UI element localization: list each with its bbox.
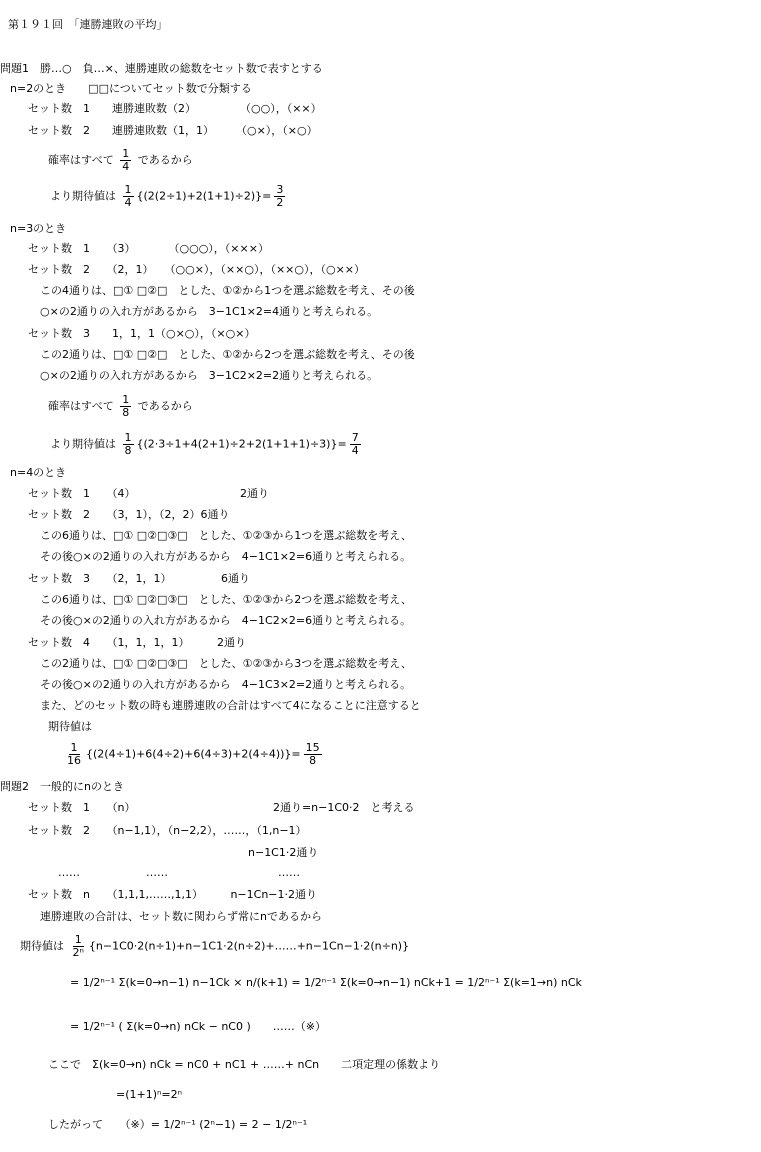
- n2-row2: セット数 2 連勝連敗数（1，1） （○×），（×○）: [28, 124, 318, 137]
- exp-body: {(2·3÷1+4(2+1)÷2+2(1+1+1)÷3)}=: [136, 437, 347, 451]
- n4-text3: この6通りは、□① □②□③□ とした、①②③から2つを選ぶ総数を考え、: [40, 593, 412, 606]
- doc-title: 第１９１回 「連勝連敗の平均」: [8, 18, 168, 31]
- n4-text8: 期待値は: [48, 720, 92, 733]
- exp-label: 期待値は: [20, 939, 64, 953]
- fraction: $\frac{1}{8}$: [122, 393, 130, 419]
- p2-expectation: [20, 934, 409, 959]
- p2-step2: = 1/2ⁿ⁻¹ ( Σ(k=0→n) nCk − nC0 ) ……（※）: [70, 1020, 326, 1033]
- n4-row1: セット数 1 （4） 2通り: [28, 487, 269, 500]
- n4-text2: その後○×の2通りの入れ方があるから 4−1C1×2=6通りと考えられる。: [40, 550, 412, 563]
- result-fraction: $\frac{15}{8}$: [305, 741, 320, 767]
- n3-heading: n=3のとき: [10, 222, 67, 235]
- n3-text3: この2通りは、□① □②□ とした、①②から2つを選ぶ総数を考え、その後: [40, 348, 415, 361]
- exp-body: {(2(2÷1)+2(1+1)÷2)}=: [136, 189, 272, 203]
- n4-text5: この2通りは、□① □②□③□ とした、①②③から3つを選ぶ総数を考え、: [40, 657, 412, 670]
- n4-text1: この6通りは、□① □②□③□ とした、①②③から1つを選ぶ総数を考え、: [40, 529, 412, 542]
- p2-row1: セット数 1 （n） 2通り=n−1C0·2 と考える: [28, 801, 415, 814]
- n4-row4: セット数 4 （1，1，1，1） 2通り: [28, 636, 246, 649]
- n4-text7: また、どのセット数の時も連勝連敗の合計はすべて4になることに注意すると: [40, 699, 421, 712]
- exp-label: より期待値は: [50, 189, 116, 203]
- exp-body: {n−1C0·2(n÷1)+n−1C1·2(n÷2)+……+n−1Cn−1·2(n÷n)}: [88, 939, 410, 953]
- n2-probability: [48, 148, 193, 173]
- problem2-heading: 問題2 一般的にnのとき: [0, 780, 124, 793]
- n4-row2: セット数 2 （3，1），（2，2）6通り: [28, 508, 230, 521]
- n4-expectation: [62, 742, 325, 767]
- n2-heading: n=2のとき □□についてセット数で分類する: [10, 82, 252, 95]
- fraction: $\frac{1}{\text{2ⁿ}}$: [72, 933, 84, 959]
- p2-step1: = 1/2ⁿ⁻¹ Σ(k=0→n−1) n−1Ck × n/(k+1) = 1/2ⁿ⁻¹ Σ(k=0→n−1) nCk+1 = 1/2ⁿ⁻¹ Σ(k=1→n) nCk: [70, 976, 582, 989]
- result-fraction: $\frac{7}{4}$: [351, 431, 359, 457]
- fraction: $\frac{1}{8}$: [124, 431, 132, 457]
- p2-binomial-result: =(1+1)ⁿ=2ⁿ: [116, 1088, 182, 1101]
- prob-label: 確率はすべて: [48, 153, 114, 167]
- n4-text4: その後○×の2通りの入れ方があるから 4−1C2×2=6通りと考えられる。: [40, 614, 412, 627]
- n3-row2: セット数 2 （2，1） （○○×），（××○），（××○），（○××）: [28, 263, 366, 276]
- p2-text1: 連勝連敗の合計は、セット数に関わらず常にnであるから: [40, 910, 322, 923]
- n3-expectation: [50, 432, 364, 457]
- p2-dots: …… …… ……: [58, 866, 300, 879]
- n4-text6: その後○×の2通りの入れ方があるから 4−1C3×2=2通りと考えられる。: [40, 678, 412, 691]
- n3-text2: ○×の2通りの入れ方があるから 3−1C1×2=4通りと考えられる。: [40, 305, 379, 318]
- n3-text4: ○×の2通りの入れ方があるから 3−1C2×2=2通りと考えられる。: [40, 369, 379, 382]
- n3-row1: セット数 1 （3） （○○○），（×××）: [28, 242, 269, 255]
- exp-body: {(2(4÷1)+6(4÷2)+6(4÷3)+2(4÷4))}=: [86, 747, 301, 761]
- problem1-heading: 問題1 勝…○ 負…×、連勝連敗の総数をセット数で表すとする: [0, 62, 323, 75]
- n4-heading: n=4のとき: [10, 466, 67, 479]
- n2-expectation: [50, 184, 288, 209]
- prob-suffix: であるから: [137, 399, 193, 413]
- n3-row3: セット数 3 1，1，1（○×○），（×○×）: [28, 327, 256, 340]
- n3-text1: この4通りは、□① □②□ とした、①②から1つを選ぶ総数を考え、その後: [40, 284, 415, 297]
- fraction: $\frac{1}{16}$: [67, 741, 81, 767]
- p2-final: したがって （※）= 1/2ⁿ⁻¹ (2ⁿ−1) = 2 − 1/2ⁿ⁻¹: [48, 1118, 308, 1131]
- exp-label: より期待値は: [50, 437, 116, 451]
- prob-suffix: であるから: [137, 153, 193, 167]
- p2-row2: セット数 2 （n−1,1），（n−2,2），……，（1,n−1）: [28, 824, 307, 837]
- fraction: $\frac{1}{4}$: [124, 183, 132, 209]
- n2-row1: セット数 1 連勝連敗数（2） （○○），（××）: [28, 102, 322, 115]
- prob-label: 確率はすべて: [48, 399, 114, 413]
- fraction: $\frac{1}{4}$: [122, 147, 130, 173]
- result-fraction: $\frac{3}{2}$: [276, 183, 284, 209]
- p2-binomial: ここで Σ(k=0→n) nCk = nC0 + nC1 + ……+ nCn 二項定理の係数より: [48, 1058, 441, 1071]
- p2-row2-count: n−1C1·2通り: [248, 846, 319, 859]
- n4-row3: セット数 3 （2，1，1） 6通り: [28, 572, 250, 585]
- n3-probability: [48, 394, 193, 419]
- p2-row3: セット数 n （1,1,1,……,1,1） n−1Cn−1·2通り: [28, 888, 317, 901]
